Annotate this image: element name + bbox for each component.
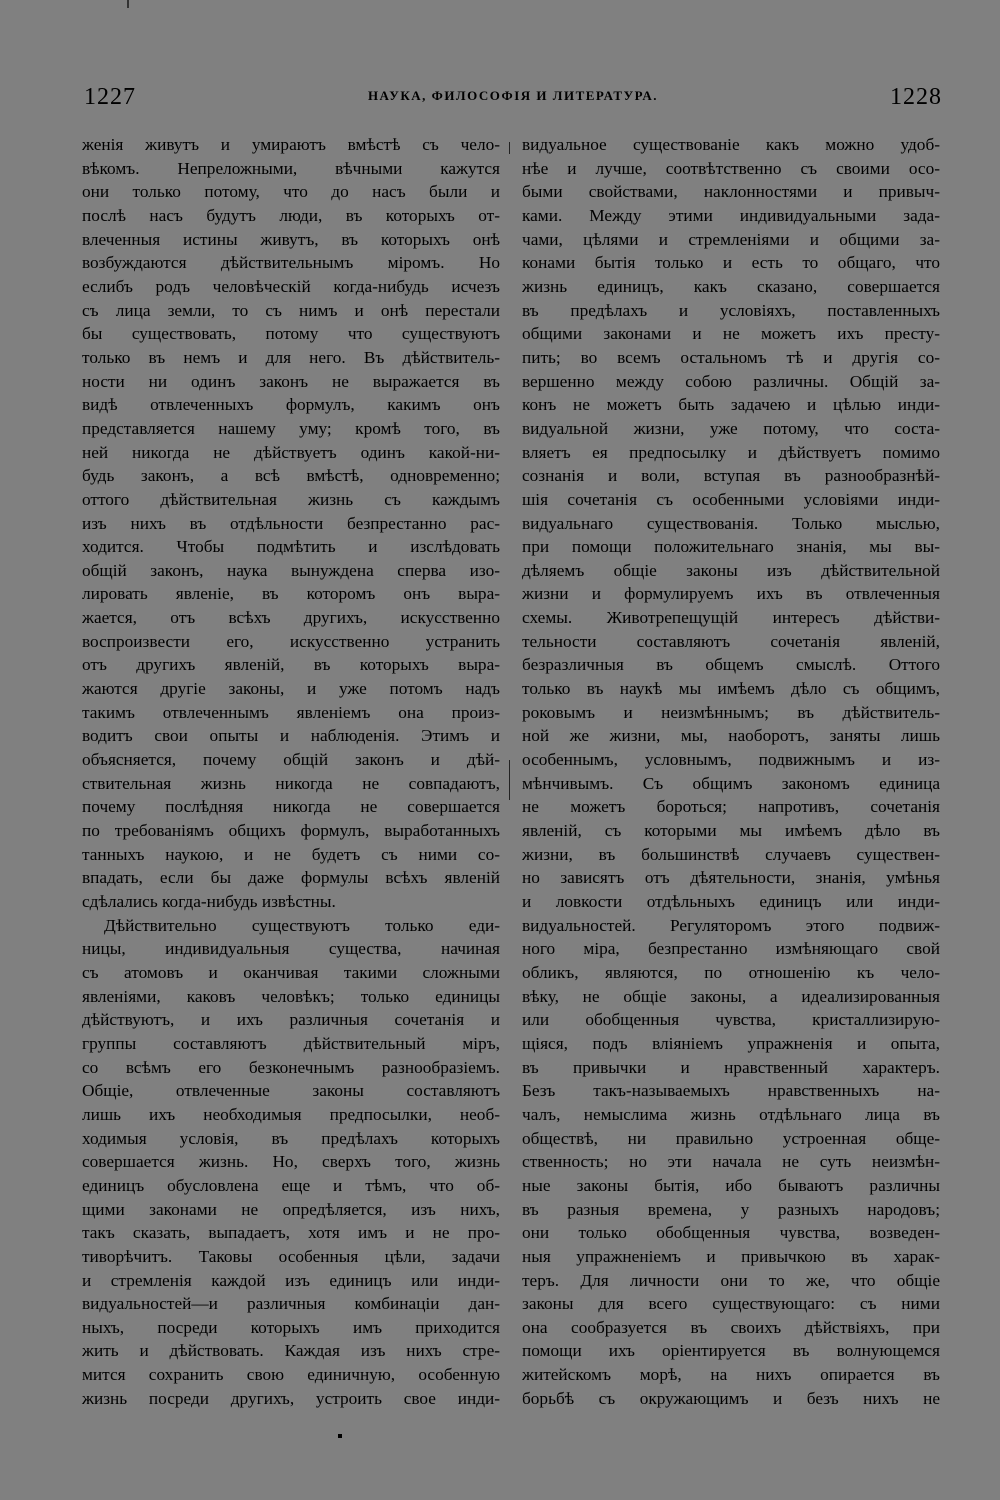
text-line: конами бытія только и есть то общаго, что — [522, 253, 940, 273]
page-number-left: 1227 — [84, 84, 136, 110]
text-line: совершается жизнь. Но, сверхъ того, жизнь — [82, 1152, 500, 1172]
text-line: отъ другихъ явленій, въ которыхъ выра- — [82, 655, 500, 675]
text-line: но зависятъ отъ дѣятельности, знанія, умѣнья — [522, 868, 940, 888]
text-line: изъ нихъ въ отдѣльности безпрестанно рас- — [82, 513, 500, 533]
text-line: по требованіямъ общихъ формулъ, выработанныхъ — [82, 821, 500, 841]
text-line: жается, отъ всѣхъ другихъ, искусственно — [82, 608, 500, 628]
text-line: Общіе, отвлеченные законы составляютъ — [82, 1081, 500, 1101]
text-line: пить; во всемъ остальномъ тѣ и другія со- — [522, 347, 940, 367]
text-line: ности ни одинъ законъ не выражается въ — [82, 371, 500, 391]
footer-mark — [338, 1434, 342, 1438]
text-line: объясняется, почему общій законъ и дѣй- — [82, 750, 500, 770]
text-line: танныхъ наукою, и не будетъ съ ними со- — [82, 844, 500, 864]
text-line: лировать явленіе, въ которомъ онъ выра- — [82, 584, 500, 604]
text-line: видуальностей—и различныя комбинаціи дан- — [82, 1294, 500, 1314]
text-line: жить и дѣйствовать. Каждая изъ нихъ стре- — [82, 1341, 500, 1361]
text-line: дѣляемъ общіе законы изъ дѣйствительной — [522, 560, 940, 580]
text-line: житейскомъ морѣ, на нихъ опирается въ — [522, 1365, 940, 1385]
text-line: чами, цѣлями и стремленіями и общими за- — [522, 229, 940, 249]
text-line: безразличныя въ общемъ смыслѣ. Оттого — [522, 655, 940, 675]
text-line: жизни и формулируемъ ихъ въ отвлеченныя — [522, 584, 940, 604]
text-line: видѣ отвлеченныхъ формулъ, какимъ онъ — [82, 395, 500, 415]
text-line: ныхъ, посреди которыхъ имъ приходится — [82, 1317, 500, 1337]
text-line: не можетъ бороться; напротивъ, сочетанія — [522, 797, 940, 817]
text-line: возбуждаются дѣйствительнымъ міромъ. Но — [82, 253, 500, 273]
text-line: оттого дѣйствительная жизнь съ каждымъ — [82, 489, 500, 509]
text-line: жизнь единицъ, какъ сказано, совершается — [522, 276, 940, 296]
text-line: единицъ обусловлена еще и тѣмъ, что об- — [82, 1175, 500, 1195]
text-line: видуальной жизни, уже потому, что соста- — [522, 418, 940, 438]
text-line: мѣнчивымъ. Съ общимъ закономъ единица — [522, 773, 940, 793]
text-line: ные законы бытія, ибо бываютъ различны — [522, 1175, 940, 1195]
text-line: жизни, въ большинствѣ случаевъ существен- — [522, 844, 940, 864]
text-line: женія живутъ и умираютъ вмѣстѣ съ чело- — [82, 135, 500, 154]
text-line: быми свойствами, наклонностями и привыч- — [522, 182, 940, 202]
text-line: ходится. Чтобы подмѣтить и изслѣдовать — [82, 537, 500, 557]
text-line: они только обобщенныя чувства, возведен- — [522, 1223, 940, 1243]
text-line: ствительная жизнь никогда не совпадаютъ, — [82, 773, 500, 793]
text-line: вѣкомъ. Непреложными, вѣчными кажутся — [82, 158, 500, 178]
text-line: щіяся, подъ вліяніемъ упражненія и опыта, — [522, 1033, 940, 1053]
text-line: ной же жизни, мы, наоборотъ, заняты лишь — [522, 726, 940, 746]
text-line: съ лица земли, то съ нимъ и онѣ перестали — [82, 300, 500, 320]
page-header — [84, 83, 942, 113]
text-line: представляется нашему уму; кромѣ того, въ — [82, 418, 500, 438]
text-line: обществѣ, ни правильно устроенная обще- — [522, 1128, 940, 1148]
text-line: шія сочетанія съ особенными условіями инди- — [522, 489, 940, 509]
text-line: явленіями, каковъ человѣкъ; только единицы — [82, 986, 500, 1006]
text-line: общій законъ, наука вынуждена сперва изо- — [82, 560, 500, 580]
text-line: общими законами и не можетъ ихъ престу- — [522, 324, 940, 344]
text-line: особеннымъ, условнымъ, подвижнымъ и из- — [522, 750, 940, 770]
text-line: бы существовать, потому что существуютъ — [82, 324, 500, 344]
text-line: мится сохранить свою единичную, особенную — [82, 1365, 500, 1385]
text-line: въ разныя времена, у разныхъ народовъ; — [522, 1199, 940, 1219]
text-line: теръ. Для личности они то же, что общіе — [522, 1270, 940, 1290]
text-line: тиворѣчитъ. Таковы особенныя цѣли, задачи — [82, 1246, 500, 1266]
text-line: группы составляютъ дѣйствительный міръ, — [82, 1033, 500, 1053]
text-line: ницы, индивидуальныя существа, начиная — [82, 939, 500, 959]
text-line: еслибъ родъ человѣческій когда-нибудь исчезъ — [82, 276, 500, 296]
text-line: при помощи положительнаго знанія, мы вы- — [522, 537, 940, 557]
text-line: видуальнаго существованія. Только мыслью, — [522, 513, 940, 533]
text-line: Дѣйствительно существуютъ только еди- — [104, 915, 500, 935]
text-line: вляетъ ея предпосылку и дѣйствуетъ помимо — [522, 442, 940, 462]
text-line: дѣйствуютъ, и ихъ различныя сочетанія и — [82, 1010, 500, 1030]
text-line: ками. Между этими индивидуальными зада- — [522, 205, 940, 225]
text-line: вѣку, не общіе законы, а идеализированныя — [522, 986, 940, 1006]
text-line: конъ не можетъ быть задачею и цѣлью инди- — [522, 395, 940, 415]
text-line: видуальностей. Регуляторомъ этого подвиж- — [522, 915, 940, 935]
text-line: борьбѣ съ окружающимъ и безъ нихъ не — [522, 1388, 940, 1408]
page-number-right: 1228 — [890, 84, 942, 110]
text-line: видуальное существованіе какъ можно удоб- — [522, 135, 940, 154]
text-line: она сообразуется въ своихъ дѣйствіяхъ, при — [522, 1317, 940, 1337]
text-line: обликъ, являются, по отношенію къ чело- — [522, 962, 940, 982]
text-line: и стремленія каждой изъ единицъ или инди- — [82, 1270, 500, 1290]
text-line: жизнь посреди другихъ, устроить свое инди- — [82, 1388, 500, 1408]
text-line: жаются другіе законы, и уже потомъ надъ — [82, 679, 500, 699]
text-line: воспроизвести его, искусственно устранить — [82, 631, 500, 651]
text-line: такимъ отвлеченнымъ явленіемъ она произ- — [82, 702, 500, 722]
text-line: только въ немъ и для него. Въ дѣйствитель- — [82, 347, 500, 367]
text-line: лишь ихъ необходимыя предпосылки, необ- — [82, 1104, 500, 1124]
text-line: щими законами не опредѣляется, изъ нихъ, — [82, 1199, 500, 1219]
text-line: роковымъ и неизмѣннымъ; въ дѣйствитель- — [522, 702, 940, 722]
text-line: и ловкости отдѣльныхъ единицъ или инди- — [522, 892, 940, 911]
text-line: только въ наукѣ мы имѣемъ дѣло съ общимъ, — [522, 679, 940, 699]
text-line: ственность; но эти начала не суть неизмѣн- — [522, 1152, 940, 1172]
text-line: со всѣмъ его безконечнымъ разнообразіемъ. — [82, 1057, 500, 1077]
running-title: НАУКА, ФИЛОСОФІЯ И ЛИТЕРАТУРА. — [367, 88, 659, 103]
text-line: будь законъ, а всѣ вмѣстѣ, одновременно; — [82, 466, 500, 486]
text-line: явленій, съ которыми мы имѣемъ дѣло въ — [522, 821, 940, 841]
text-line: Безъ такъ-называемыхъ нравственныхъ на- — [522, 1081, 940, 1101]
text-line: ходимыя условія, въ предѣлахъ которыхъ — [82, 1128, 500, 1148]
text-line: тельности составляютъ сочетанія явленій, — [522, 631, 940, 651]
text-line: сдѣлались когда-нибудь извѣстны. — [82, 892, 336, 911]
text-line: въ привычки и нравственный характеръ. — [522, 1057, 940, 1077]
text-line: ныя упражненіемъ и привычкою въ харак- — [522, 1246, 940, 1266]
text-line: помощи ихъ оріентируется въ волнующемся — [522, 1341, 940, 1361]
text-line: законы для всего существующаго: съ ними — [522, 1294, 940, 1314]
text-line: послѣ насъ будутъ люди, въ которыхъ от- — [82, 205, 500, 225]
text-line: вершенно между собою различны. Общій за- — [522, 371, 940, 391]
left-column — [82, 133, 500, 1410]
scan-mark — [127, 0, 129, 8]
right-column — [522, 133, 940, 1410]
text-line: съ атомовъ и оканчивая такими сложными — [82, 962, 500, 982]
text-line: сознанія и воли, вступая въ разнообразнѣй- — [522, 466, 940, 486]
text-line: впадать, если бы даже формулы всѣхъ явленій — [82, 868, 500, 888]
text-line: они только потому, что до насъ были и — [82, 182, 500, 202]
text-line: нѣе и лучше, соотвѣтственно съ своими осо- — [522, 158, 940, 178]
text-line: водитъ свои опыты и наблюденія. Этимъ и — [82, 726, 500, 746]
text-line: такъ сказать, выпадаетъ, хотя имъ и не про- — [82, 1223, 500, 1243]
column-divider — [509, 142, 510, 154]
text-line: или обобщенныя чувства, кристаллизирую- — [522, 1010, 940, 1030]
column-divider-mark — [509, 760, 510, 800]
text-line: схемы. Животрепещущій интересъ дѣйстви- — [522, 608, 940, 628]
text-line: чалъ, немыслима жизнь отдѣльнаго лица въ — [522, 1104, 940, 1124]
text-line: ней никогда не дѣйствуетъ одинъ какой-ни- — [82, 442, 500, 462]
text-line: ного міра, безпрестанно измѣняющаго свой — [522, 939, 940, 959]
text-line: въ предѣлахъ и условіяхъ, поставленныхъ — [522, 300, 940, 320]
text-line: почему послѣдняя никогда не совершается — [82, 797, 500, 817]
text-line: влеченныя истины живутъ, въ которыхъ онѣ — [82, 229, 500, 249]
